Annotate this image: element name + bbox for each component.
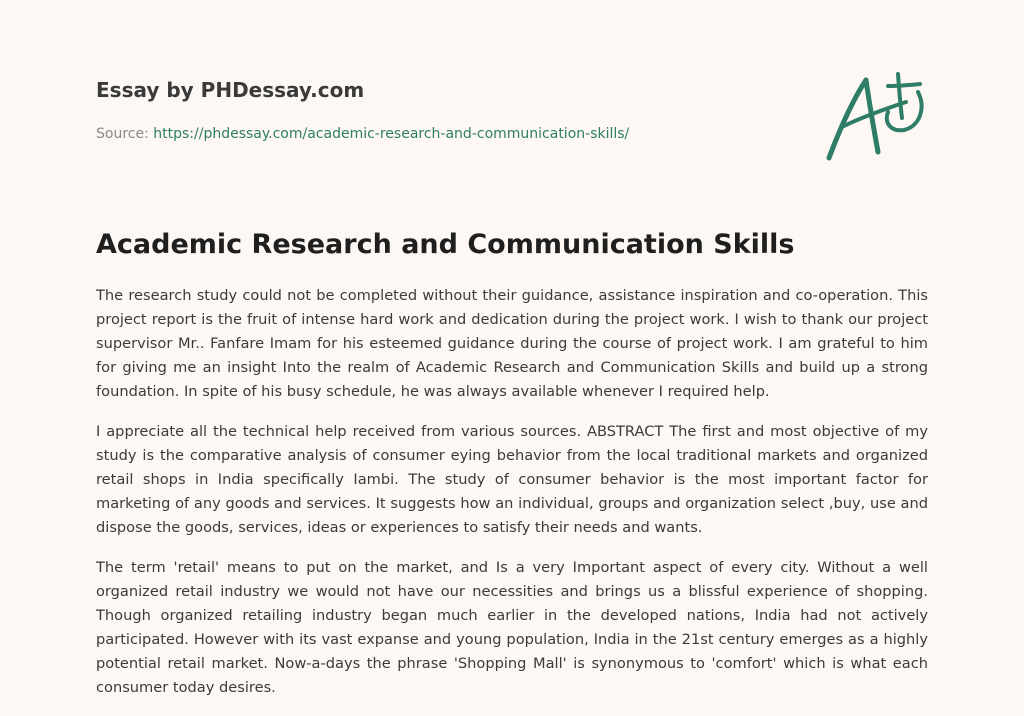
brand-title: Essay by PHDessay.com	[96, 78, 365, 102]
article-paragraph: The research study could not be completed without their guidance, assistance inspiration and co-operation. This project report is the fruit of intense hard work and dedication during the project work. I wish to thank our project supervisor Mr.. Fanfare Imam for his esteemed guidance during the course of project work. I am grateful to him for giving me an insight Into the realm of Academic Research and Communication Skills and build up a strong foundation. In spite of his busy schedule, he was always available whenever I required help.	[96, 287, 928, 400]
article-body	[96, 284, 928, 716]
a-plus-logo-icon	[820, 68, 930, 164]
article-title: Academic Research and Communication Skills	[96, 229, 795, 260]
page-header	[96, 76, 796, 144]
a-plus-logo	[820, 68, 930, 164]
source-line	[96, 124, 796, 144]
article-paragraph: The term 'retail' means to put on the market, and Is a very Important aspect of every city. Without a well organized retail industry we would not have our necessities and brings us a blissful experience of shopping. Though organized retailing industry began much earlier in the developed nations, India had not actively participated. However with its vast expanse and young population, India in the 21st century emerges as a highly potential retail market. Now-a-days the phrase 'Shopping Mall' is synonymous to 'comfort' which is what each consumer today desires.	[96, 559, 928, 696]
source-label: Source:	[96, 126, 149, 142]
article-paragraph: I appreciate all the technical help received from various sources. ABSTRACT The first and most objective of my study is the comparative analysis of consumer eying behavior from the local traditional markets and organized retail shops in India specifically Iambi. The study of consumer behavior is the most important factor for marketing of any goods and services. It suggests how an individual, groups and organization select ,buy, use and dispose the goods, services, ideas or experiences to satisfy their needs and wants.	[96, 423, 928, 536]
source-link[interactable]: https://phdessay.com/academic-research-and-communication-skills/	[153, 126, 630, 142]
